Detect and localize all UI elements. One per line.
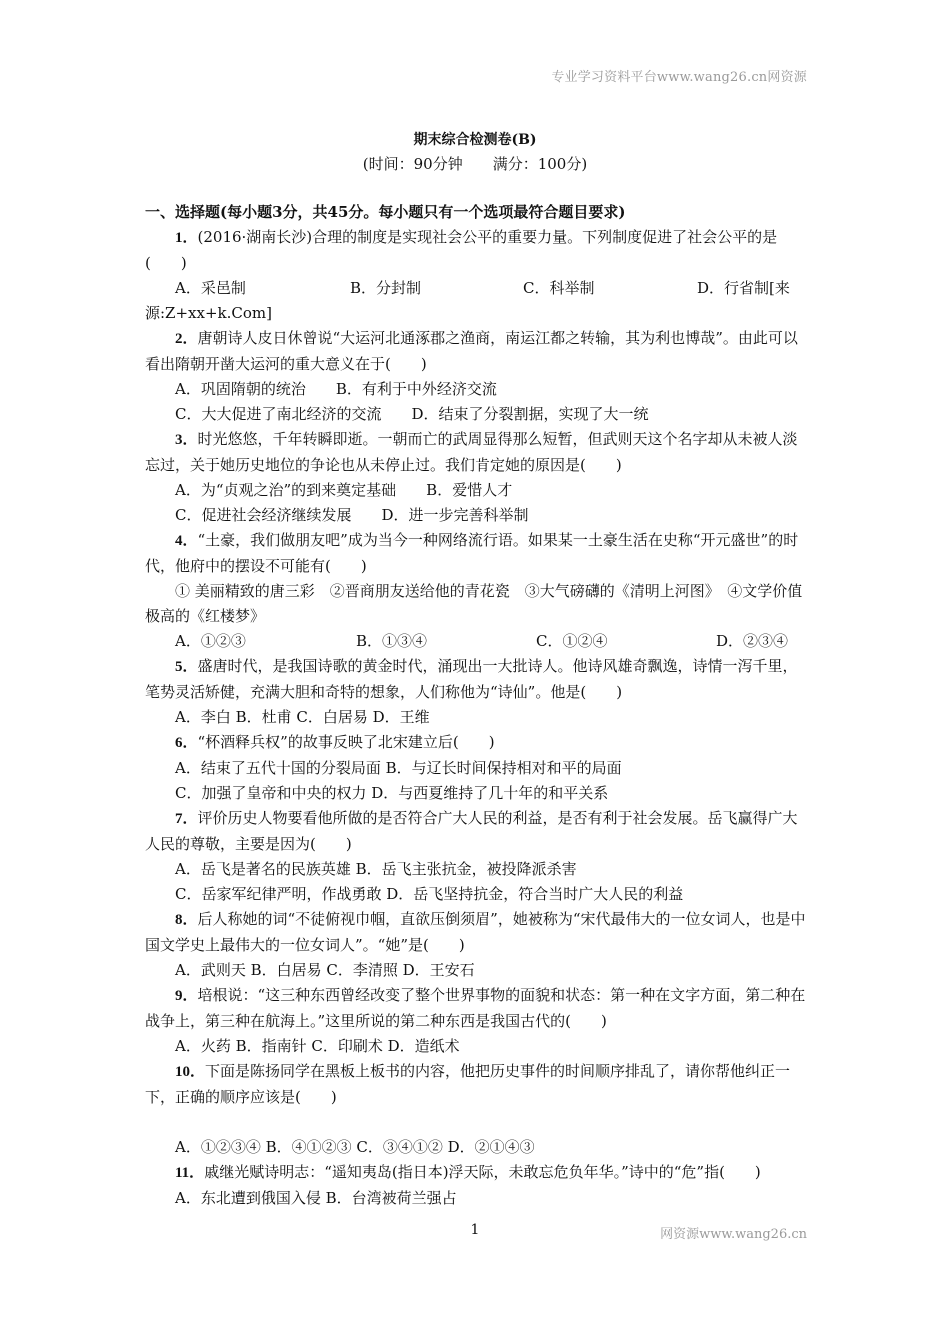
options-line: A．结束了五代十国的分裂局面 B．与辽长时间保持相对和平的局面 xyxy=(175,759,622,777)
question-number: 6． xyxy=(175,735,198,751)
question-5 xyxy=(145,654,807,705)
question-number: 10． xyxy=(175,1064,206,1080)
question-text: 后人称她的词“不徒俯视巾帼，直欲压倒须眉”，她被称为“宋代最伟大的一位女词人，也是中国文学史上最伟大的一位女词人”。“她”是( ) xyxy=(145,910,806,954)
question-text: 评价历史人物要看他所做的是否符合广大人民的利益，是否有利于社会发展。岳飞赢得广大人民的尊敬，主要是因为( ) xyxy=(145,809,798,853)
question-4 xyxy=(145,528,807,579)
options-line: A．武则天 B．白居易 C．李清照 D．王安石 xyxy=(175,961,475,979)
options-line: A．为“贞观之治”的到来奠定基础 B．爱惜人才 xyxy=(175,481,513,499)
question-2 xyxy=(145,326,807,377)
options-line: C．岳家军纪律严明，作战勇敢 D．岳飞坚持抗金，符合当时广大人民的利益 xyxy=(175,885,684,903)
question-text: 盛唐时代，是我国诗歌的黄金时代，涌现出一大批诗人。他诗风雄奇飘逸，诗情一泻千里，笔势灵活矫健，充满大胆和奇特的想象，人们称他为“诗仙”。他是( ) xyxy=(145,657,798,701)
option-a: A．采邑制 xyxy=(175,279,246,297)
options-line: A．岳飞是著名的民族英雄 B．岳飞主张抗金，被投降派杀害 xyxy=(175,860,577,878)
question-text: 培根说：“这三种东西曾经改变了整个世界事物的面貌和状态：第一种在文字方面，第二种在战争上，第三种在航海上。”这里所说的第二种东西是我国古代的( ) xyxy=(145,986,806,1030)
options-line: A．①②③④ B．④①②③ C．③④①② D．②①④③ xyxy=(175,1138,535,1156)
question-1 xyxy=(145,225,807,276)
question-11 xyxy=(145,1160,807,1186)
options-line: A．火药 B．指南针 C．印刷术 D．造纸术 xyxy=(175,1037,460,1055)
question-items: ① 美丽精致的唐三彩 ②晋商朋友送给他的青花瓷 ③大气磅礴的《清明上河图》 ④文学价值极高的《红楼梦》 xyxy=(145,582,803,625)
footer-watermark: 网资源www.wang26.cn xyxy=(660,1227,807,1242)
option-d-continued: 源:Z+xx+k.Com] xyxy=(145,304,272,322)
option-b: B．①③④ xyxy=(356,632,428,650)
question-text: 下面是陈扬同学在黑板上板书的内容，他把历史事件的时间顺序排乱了，请你帮他纠正一下，正确的顺序应该是( ) xyxy=(145,1062,791,1106)
question-3 xyxy=(145,427,807,478)
option-d: D．②③④ xyxy=(716,632,789,650)
options-line: C．加强了皇帝和中央的权力 D．与西夏维持了几十年的和平关系 xyxy=(175,784,609,802)
options-row xyxy=(145,276,807,301)
question-text: “杯酒释兵权”的故事反映了北宋建立后( ) xyxy=(197,733,495,751)
header-watermark: 专业学习资料平台www.wang26.cn网资源 xyxy=(551,70,807,85)
options-line: A．巩固隋朝的统治 B．有利于中外经济交流 xyxy=(175,380,497,398)
question-number: 7． xyxy=(175,811,198,827)
question-number: 11． xyxy=(175,1165,205,1181)
question-7 xyxy=(145,806,807,857)
option-c: C．①②④ xyxy=(536,632,608,650)
question-number: 1． xyxy=(175,230,198,246)
question-text: “土豪，我们做朋友吧”成为当今一种网络流行语。如果某一土豪生活在史称“开元盛世”的时代，他府中的摆设不可能有( ) xyxy=(145,531,799,575)
question-8 xyxy=(145,907,807,958)
option-c: C．科举制 xyxy=(523,279,595,297)
option-a: A．①②③ xyxy=(175,632,246,650)
question-number: 2． xyxy=(175,331,198,347)
question-number: 8． xyxy=(175,912,198,928)
options-line: A．东北遭到俄国入侵 B．台湾被荷兰强占 xyxy=(175,1189,457,1207)
question-number: 4． xyxy=(175,533,198,549)
question-text: (2016·湖南长沙)合理的制度是实现社会公平的重要力量。下列制度促进了社会公平的是( ) xyxy=(145,228,778,272)
page-title: 期末综合检测卷(B) xyxy=(413,132,537,148)
question-number: 9． xyxy=(175,988,198,1004)
exam-info: (时间：90分钟 满分：100分) xyxy=(362,155,588,173)
question-10 xyxy=(145,1059,807,1110)
page-number: 1 xyxy=(470,1222,480,1238)
question-list xyxy=(145,200,807,1211)
option-b: B．分封制 xyxy=(350,279,422,297)
question-9 xyxy=(145,983,807,1034)
question-number: 3． xyxy=(175,432,198,448)
question-text: 时光悠悠，千年转瞬即逝。一朝而亡的武周显得那么短暂，但武则天这个名字却从未被人淡忘过，关于她历史地位的争论也从未停止过。我们肯定她的原因是( ) xyxy=(145,430,798,474)
blank-space xyxy=(145,1110,807,1135)
question-text: 唐朝诗人皮日休曾说“大运河北通涿郡之渔商，南运江都之转输，其为利也博哉”。由此可以看出隋朝开凿大运河的重大意义在于( ) xyxy=(145,329,798,373)
section-heading: 一、选择题(每小题3分，共45分。每小题只有一个选项最符合题目要求) xyxy=(145,203,626,221)
option-d: D．行省制[来 xyxy=(697,279,790,297)
options-line: C．促进社会经济继续发展 D．进一步完善科举制 xyxy=(175,506,529,524)
question-number: 5． xyxy=(175,659,198,675)
options-line: A．李白 B．杜甫 C．白居易 D．王维 xyxy=(175,708,430,726)
options-line: C．大大促进了南北经济的交流 D．结束了分裂割据，实现了大一统 xyxy=(175,405,649,423)
question-text: 戚继光赋诗明志：“遥知夷岛(指日本)浮天际，未敢忘危负年华。”诗中的“危”指( ) xyxy=(204,1163,761,1181)
question-6 xyxy=(145,730,807,756)
options-row xyxy=(145,629,807,654)
